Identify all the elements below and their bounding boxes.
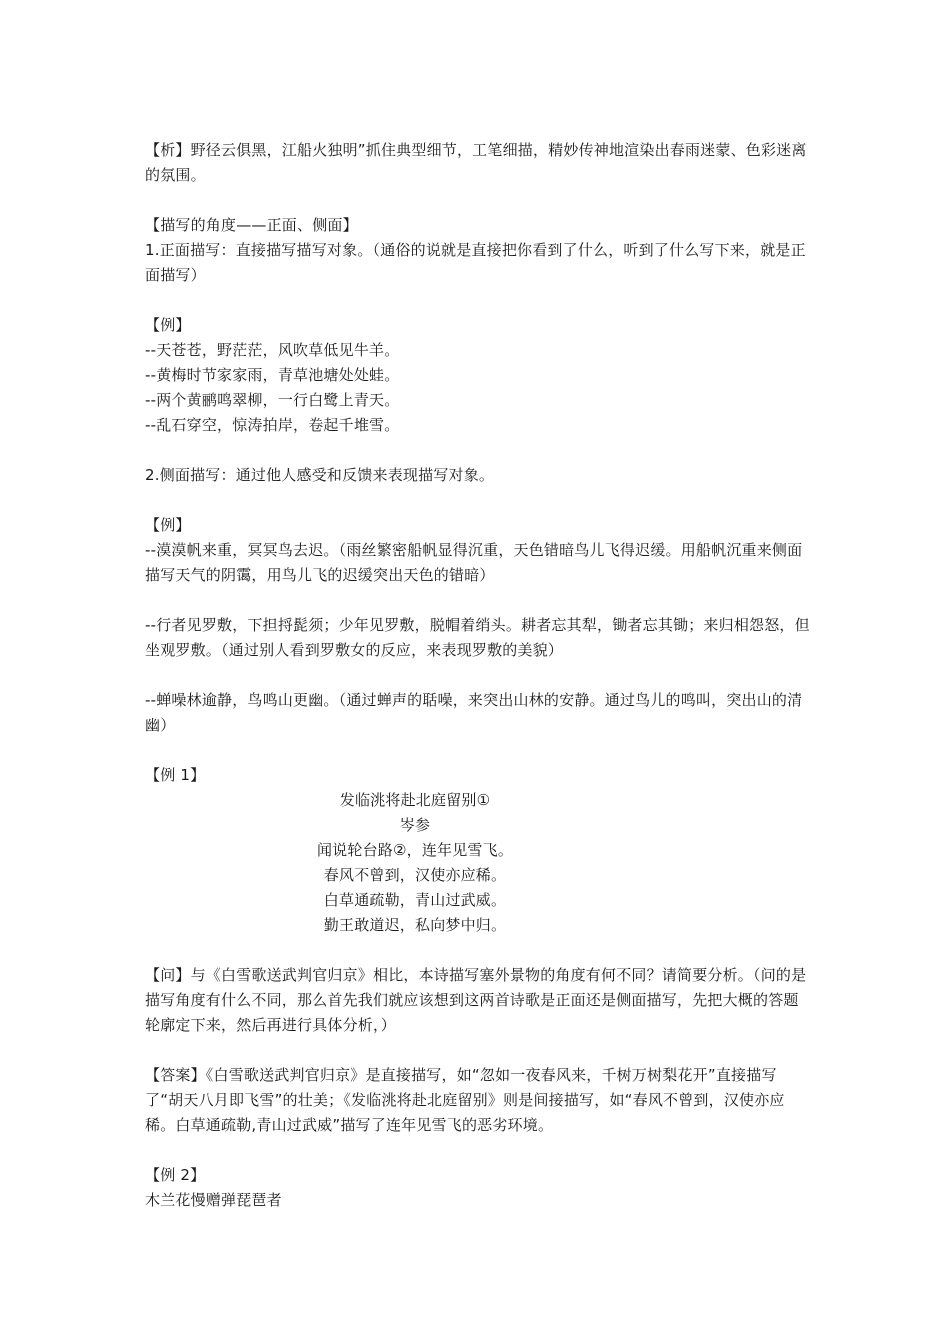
example-2-title: 木兰花慢赠弹琵琶者 xyxy=(145,1191,282,1209)
poem-author: 岑参 xyxy=(399,816,431,834)
paragraph-gap xyxy=(145,288,810,313)
example-label: 【例】 xyxy=(145,516,191,534)
poem-line: 勤王敢道迟，私向梦中归。 xyxy=(323,916,507,934)
paragraph-gap xyxy=(145,738,810,763)
direct-example-line: --两个黄鹂鸣翠柳，一行白鹭上青天。 xyxy=(145,391,400,409)
poem-line: 春风不曾到，汉使亦应稀。 xyxy=(323,866,507,884)
poem-line: 白草通疏勒，青山过武威。 xyxy=(323,891,507,909)
direct-description-definition: 1.正面描写：直接描写描写对象。（通俗的说就是直接把你看到了什么，听到了什么写下来，就是正面描写） xyxy=(145,241,806,284)
example-label: 【例】 xyxy=(145,316,191,334)
question-paragraph: 【问】与《白雪歌送武判官归京》相比，本诗描写塞外景物的角度有何不同？请简要分析。（问的是描写角度有什么不同，那么首先我们就应该想到这两首诗歌是正面还是侧面描写，先把大概的答题轮廓定下来，然后再进行具体分析，） xyxy=(145,966,807,1034)
paragraph-gap xyxy=(145,1138,810,1163)
document-body xyxy=(145,138,810,1213)
paragraph-gap xyxy=(145,1038,810,1063)
paragraph-gap xyxy=(145,488,810,513)
paragraph-gap xyxy=(145,663,810,688)
side-example-paragraph: --行者见罗敷，下担捋髭须；少年见罗敷，脱帽着绡头。耕者忘其犁，锄者忘其锄；来归相怨怒，但坐观罗敷。（通过别人看到罗敷女的反应，来表现罗敷的美貌） xyxy=(145,616,810,659)
side-example-paragraph: --漠漠帆来重，冥冥鸟去迟。（雨丝繁密船帆显得沉重，天色错暗鸟儿飞得迟缓。用船帆沉重来侧面描写天气的阴霭，用鸟儿飞的迟缓突出天色的错暗） xyxy=(145,541,803,584)
poem-line: 闻说轮台路②，连年见雪飞。 xyxy=(316,841,514,859)
paragraph-gap xyxy=(145,938,810,963)
analysis-paragraph: 【析】野径云俱黑，江船火独明”抓住典型细节，工笔细描，精妙传神地渲染出春雨迷蒙、色彩迷离的氛围。 xyxy=(145,141,807,184)
example-2-label: 【例 2】 xyxy=(145,1166,206,1184)
paragraph-gap xyxy=(145,438,810,463)
angle-heading: 【描写的角度——正面、侧面】 xyxy=(145,216,358,234)
direct-example-line: --黄梅时节家家雨，青草池塘处处蛙。 xyxy=(145,366,400,384)
direct-example-line: --乱石穿空，惊涛拍岸，卷起千堆雪。 xyxy=(145,416,400,434)
direct-example-line: --天苍苍，野茫茫，风吹草低见牛羊。 xyxy=(145,341,400,359)
example-1-label: 【例 1】 xyxy=(145,766,206,784)
paragraph-gap xyxy=(145,188,810,213)
poem-block xyxy=(145,788,685,938)
answer-paragraph: 【答案】《白雪歌送武判官归京》是直接描写，如“忽如一夜春风来，千树万树梨花开”直接描写了“胡天八月即飞雪”的壮美；《发临洮将赴北庭留别》则是间接描写，如“春风不曾到，汉使亦应稀。白草通疏勒,青山过武威”描写了连年见雪飞的恶劣环境。 xyxy=(145,1066,785,1134)
side-example-paragraph: --蝉噪林逾静，鸟鸣山更幽。（通过蝉声的聒噪，来突出山林的安静。通过鸟儿的鸣叫，突出山的清幽） xyxy=(145,691,803,734)
poem-title: 发临洮将赴北庭留别① xyxy=(339,791,491,809)
side-description-definition: 2.侧面描写：通过他人感受和反馈来表现描写对象。 xyxy=(145,466,495,484)
paragraph-gap xyxy=(145,588,810,613)
